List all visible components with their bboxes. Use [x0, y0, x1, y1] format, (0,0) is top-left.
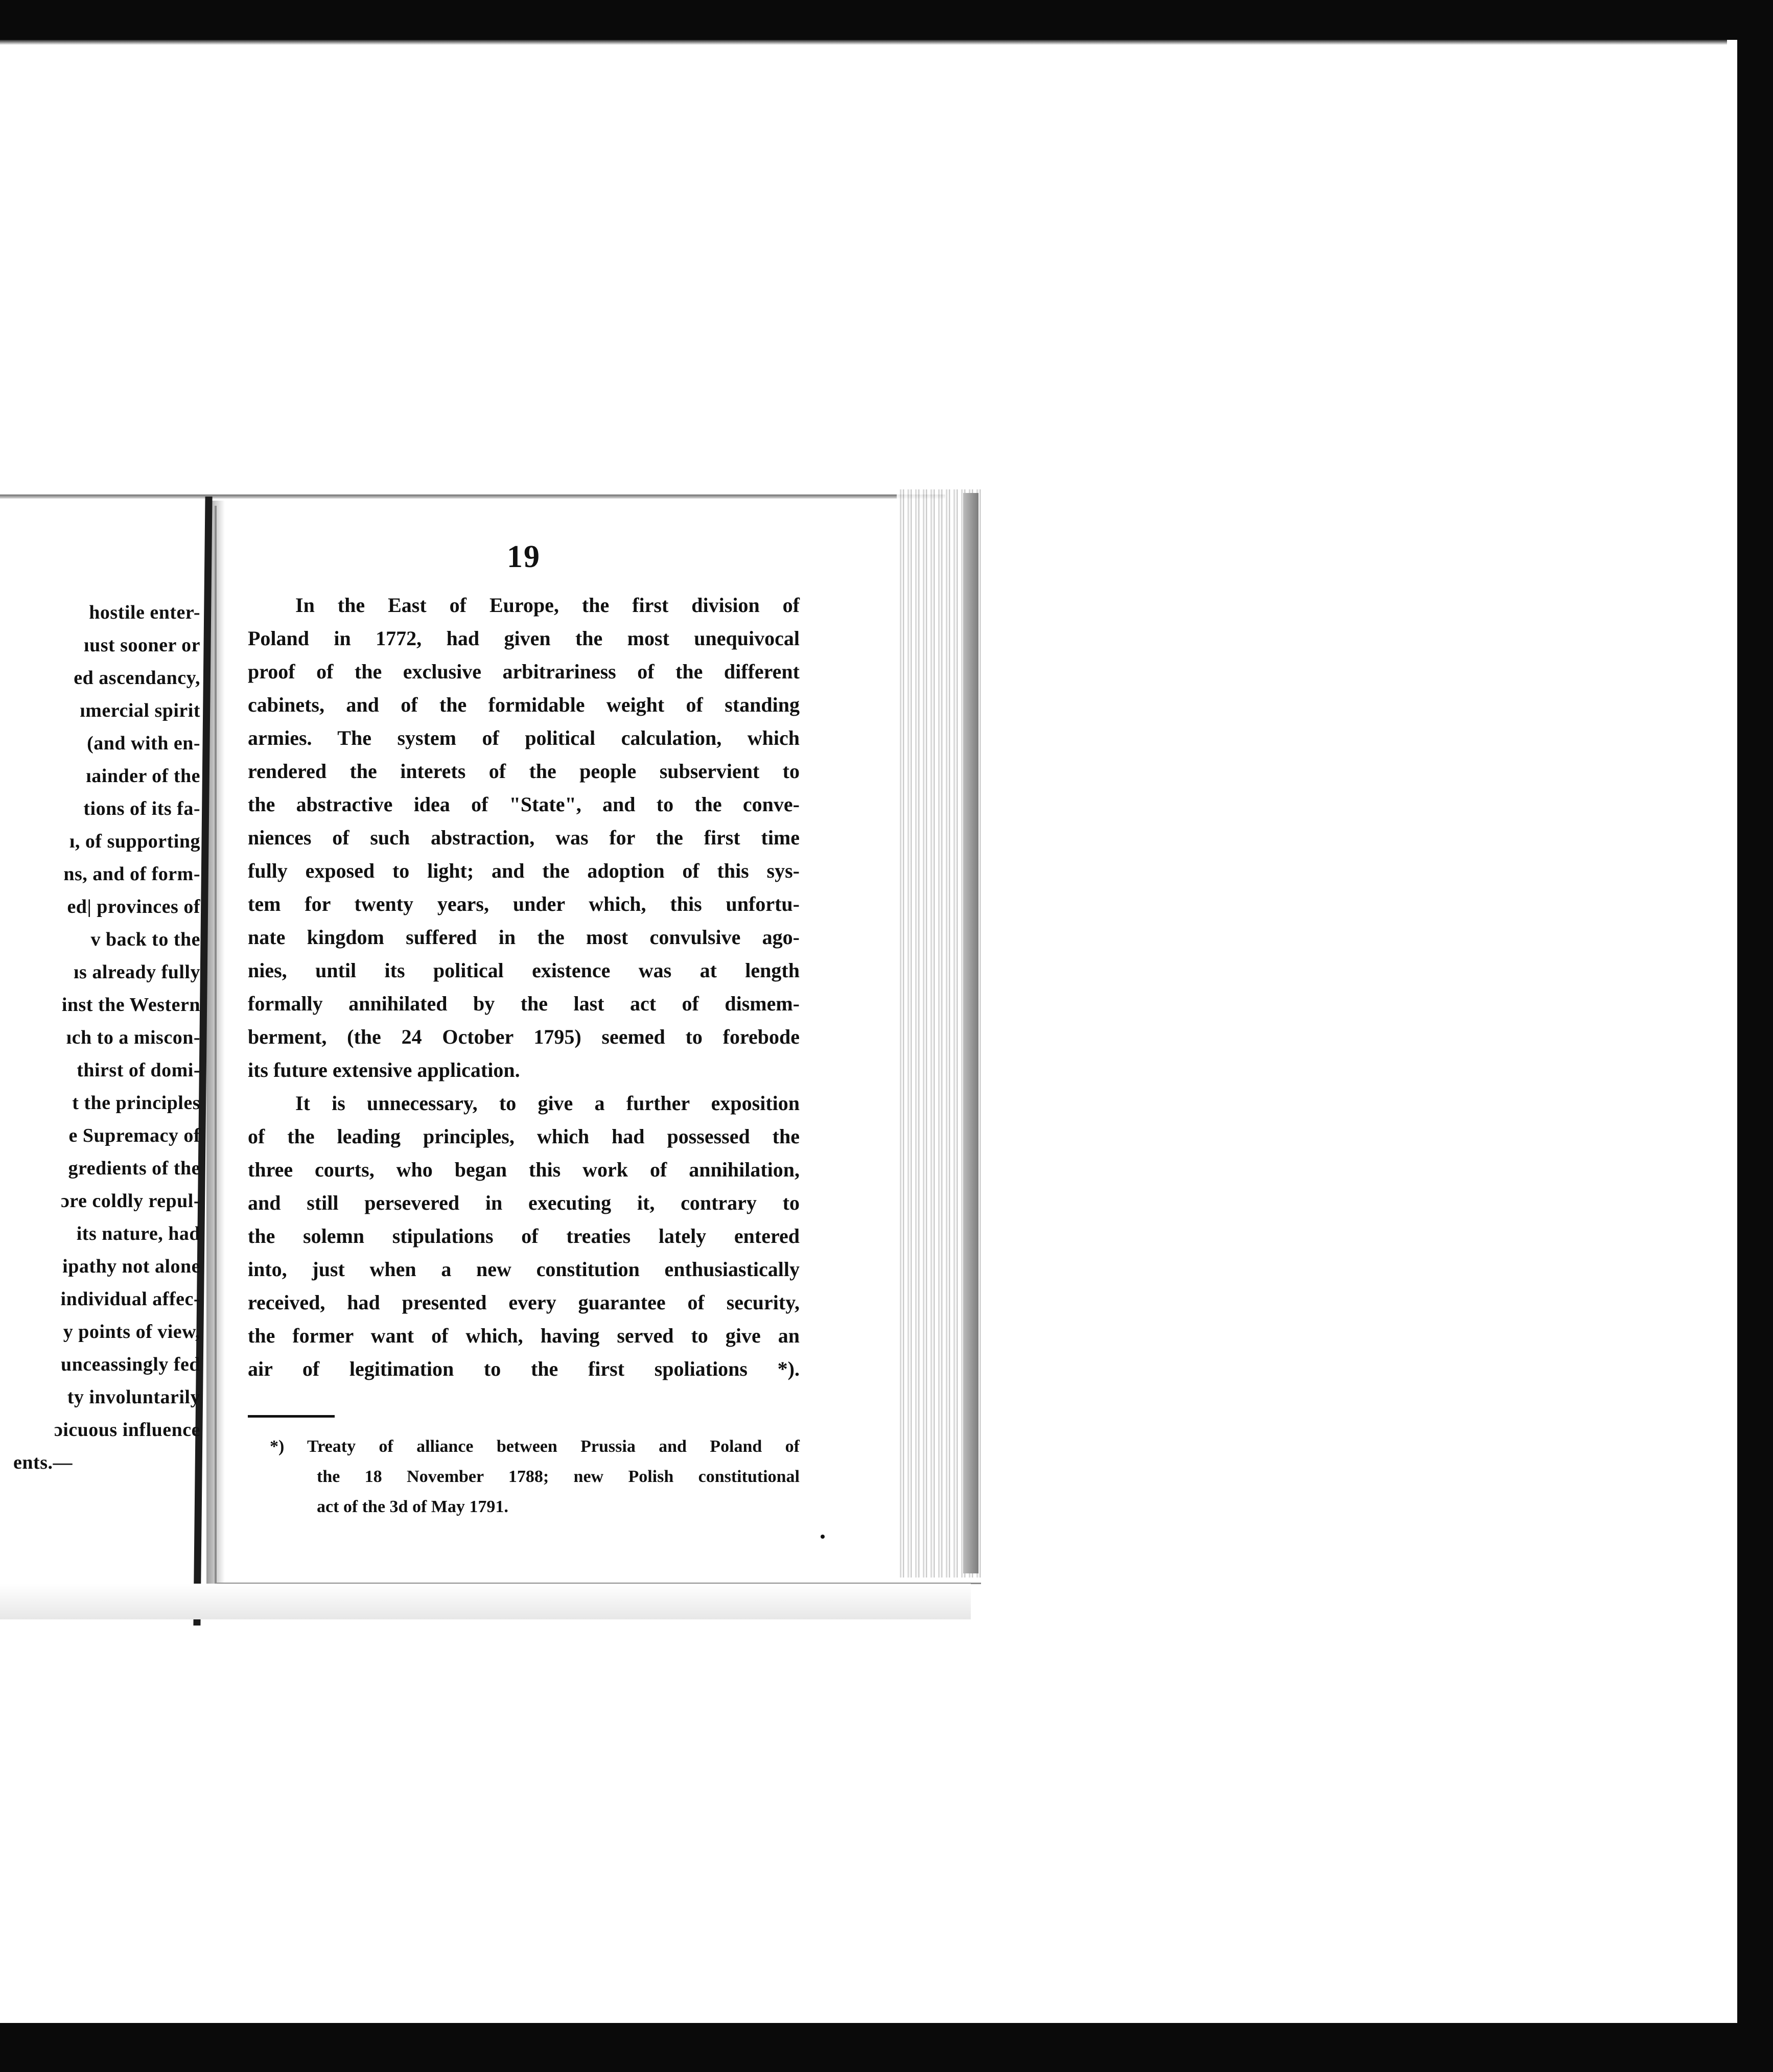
scan-border-bottom — [0, 2023, 1773, 2072]
left-page-line: ıs already fully — [74, 961, 200, 983]
left-page-line: hostile enter- — [89, 603, 200, 623]
left-page-line: v back to the — [90, 929, 200, 950]
body-line: the solemn stipulations of treaties lately entered — [248, 1225, 800, 1247]
footnote-line: the 18 November 1788; new Polish constitutional — [317, 1467, 800, 1486]
body-line: of the leading principles, which had possessed the — [248, 1125, 800, 1148]
footnote-line: act of the 3d of May 1791. — [317, 1497, 508, 1516]
body-line: berment, (the 24 October 1795) seemed to forebode — [248, 1025, 800, 1048]
scan-border-right — [1737, 0, 1773, 2072]
left-page-line: ty involuntarily — [67, 1386, 200, 1408]
left-page-line: t the principles — [72, 1092, 200, 1114]
left-page-line: ed ascendancy, — [74, 667, 200, 689]
left-page-line: ɔre coldly repul- — [60, 1190, 200, 1212]
left-page-line: y points of view, — [63, 1321, 200, 1343]
left-page-line: ns, and of form- — [63, 863, 200, 885]
book-top-edge — [0, 495, 945, 499]
footnote-line: *) Treaty of alliance between Prussia and Poland of — [270, 1437, 800, 1456]
body-line: the abstractive idea of "State", and to the conve- — [248, 793, 800, 816]
scan-border-top — [0, 0, 1773, 40]
left-page-line: ipathy not alone — [62, 1256, 200, 1277]
left-page-line: ed| provinces of — [67, 896, 200, 917]
left-page-line: individual affec- — [60, 1288, 200, 1310]
body-line: air of legitimation to the first spoliations *). — [248, 1357, 800, 1380]
body-line: formally annihilated by the last act of dismem- — [248, 992, 800, 1015]
body-line: nies, until its political existence was at length — [248, 959, 800, 982]
ink-speck — [821, 1535, 825, 1539]
body-line: the former want of which, having served to give an — [248, 1324, 800, 1347]
body-line: into, just when a new constitution enthusiastically — [248, 1258, 800, 1281]
book-bottom-edge — [0, 1584, 971, 1619]
left-page-line: ımercial spirit — [80, 700, 200, 721]
left-page-line: ıch to a miscon- — [66, 1027, 200, 1048]
left-page-line: tions of its fa- — [83, 798, 200, 819]
left-page-line: inst the Western — [61, 994, 200, 1016]
body-line: tem for twenty years, under which, this unfortu- — [248, 892, 800, 915]
body-line: cabinets, and of the formidable weight of standing — [248, 693, 800, 716]
left-page-line: its nature, had — [76, 1223, 200, 1244]
sheet-edge-shadow — [0, 40, 1727, 45]
body-line: It is unnecessary, to give a further exposition — [295, 1092, 800, 1115]
gutter-inner-line — [215, 506, 217, 1604]
body-line: Poland in 1772, had given the most unequivocal — [248, 627, 800, 650]
left-page-fragment — [0, 603, 200, 1522]
left-page-line: ents.— — [13, 1452, 73, 1473]
left-page-line: thirst of domi- — [77, 1059, 200, 1081]
body-line: received, had presented every guarantee of security, — [248, 1291, 800, 1314]
body-line: three courts, who began this work of annihilation, — [248, 1158, 800, 1181]
body-line: proof of the exclusive arbitrariness of the different — [248, 660, 800, 683]
body-line: nate kingdom suffered in the most convulsive ago- — [248, 926, 800, 949]
body-line: niences of such abstraction, was for the first time — [248, 826, 800, 849]
left-page-line: ı, of supporting — [69, 831, 200, 852]
left-page-line: unceassingly fed — [61, 1354, 200, 1375]
left-page-line: (and with en- — [87, 733, 200, 754]
body-line: its future extensive application. — [248, 1058, 520, 1081]
body-line: fully exposed to light; and the adoption of this sys- — [248, 859, 800, 882]
left-page-line: ıust sooner or — [84, 634, 200, 656]
left-page-line: ɔicuous influence — [54, 1419, 200, 1441]
body-line: armies. The system of political calculation, which — [248, 726, 800, 749]
body-line: and still persevered in executing it, contrary to — [248, 1191, 800, 1214]
page-block-shadow — [963, 493, 978, 1573]
body-line: In the East of Europe, the first division of — [295, 594, 800, 617]
body-line: rendered the interets of the people subservient to — [248, 760, 800, 783]
left-page-line: gredients of the — [68, 1158, 200, 1179]
left-page-line: e Supremacy of — [68, 1125, 200, 1146]
left-page-line: ıainder of the — [86, 765, 200, 787]
footnote-rule — [248, 1415, 335, 1418]
page-number: 19 — [507, 539, 541, 574]
